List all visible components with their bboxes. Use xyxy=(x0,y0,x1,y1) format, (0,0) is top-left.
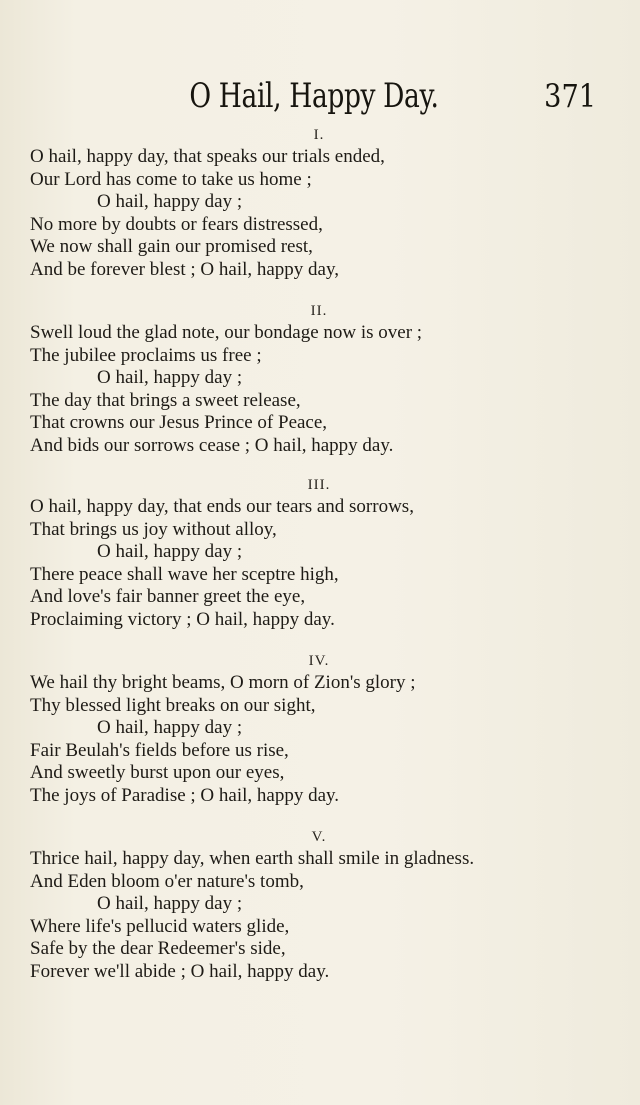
verse-line: The joys of Paradise ; O hail, happy day. xyxy=(30,784,340,806)
verse-3 xyxy=(30,474,610,631)
verse-line: And sweetly burst upon our eyes, xyxy=(30,762,285,783)
verse-line: We now shall gain our promised rest, xyxy=(30,236,313,257)
verse-refrain-line: O hail, happy day ; xyxy=(97,541,243,562)
verse-line: That brings us joy without alloy, xyxy=(30,518,277,540)
verse-line: There peace shall wave her sceptre high, xyxy=(30,563,339,585)
verse-refrain-line: O hail, happy day ; xyxy=(97,191,243,212)
verse-number: II. xyxy=(310,303,328,319)
verse-line: Thrice hail, happy day, when earth shall smile in gladness. xyxy=(30,848,475,869)
verse-line: Swell loud the glad note, our bondage now is over ; xyxy=(30,322,423,343)
verse-number: IV. xyxy=(308,653,330,669)
verse-line: No more by doubts or fears distressed, xyxy=(30,213,323,235)
verse-line: And love's fair banner greet the eye, xyxy=(30,586,306,607)
verse-line: And Eden bloom o'er nature's tomb, xyxy=(30,870,304,892)
verse-line: Where life's pellucid waters glide, xyxy=(30,915,290,937)
verse-refrain-line: O hail, happy day ; xyxy=(97,367,243,388)
verse-number: III. xyxy=(307,477,331,493)
page-header xyxy=(0,74,640,124)
verse-number: V. xyxy=(311,829,327,845)
verse-5 xyxy=(30,826,610,983)
verse-line: The jubilee proclaims us free ; xyxy=(30,344,262,366)
verse-line: O hail, happy day, that ends our tears and sorrows, xyxy=(30,496,414,517)
verse-line: The day that brings a sweet release, xyxy=(30,389,301,411)
verse-refrain-line: O hail, happy day ; xyxy=(97,893,243,914)
verse-line: We hail thy bright beams, O morn of Zion's glory ; xyxy=(30,672,416,693)
verse-line: O hail, happy day, that speaks our trials ended, xyxy=(30,146,385,167)
verse-line: Thy blessed light breaks on our sight, xyxy=(30,694,316,716)
verse-4 xyxy=(30,650,610,807)
verse-1 xyxy=(30,124,610,281)
hymn-title: O Hail, Happy Day. xyxy=(189,76,439,116)
verse-line: Proclaiming victory ; O hail, happy day. xyxy=(30,608,335,630)
verse-line: Safe by the dear Redeemer's side, xyxy=(30,938,286,959)
verse-line: And bids our sorrows cease ; O hail, happy day. xyxy=(30,434,394,456)
verse-refrain-line: O hail, happy day ; xyxy=(97,717,243,738)
verse-line: And be forever blest ; O hail, happy day, xyxy=(30,258,340,280)
page-number: 371 xyxy=(544,77,596,115)
verse-line: Fair Beulah's fields before us rise, xyxy=(30,739,289,761)
verse-line: Our Lord has come to take us home ; xyxy=(30,168,312,190)
verse-line: Forever we'll abide ; O hail, happy day. xyxy=(30,960,330,982)
verse-2 xyxy=(30,300,610,457)
verse-line: That crowns our Jesus Prince of Peace, xyxy=(30,412,328,433)
verse-number: I. xyxy=(313,127,325,143)
